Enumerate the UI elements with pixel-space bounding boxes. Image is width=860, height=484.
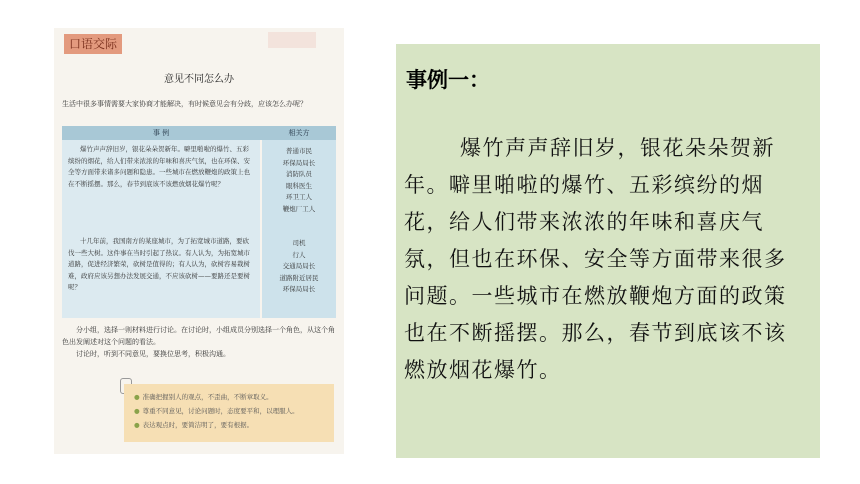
tip-item: ● 表达观点时，要简洁明了，要有根据。 [134, 421, 254, 429]
tips-note [124, 384, 334, 442]
case-heading: 事例一： [406, 68, 490, 92]
case-panel [396, 44, 820, 458]
tip-item: ● 尊重不同意见，讨论问题时，态度要平和，以理服人。 [134, 407, 299, 415]
bullet-icon: ● [134, 407, 140, 415]
header-roles: 相关方 [288, 129, 310, 137]
case-body-text [404, 130, 808, 389]
case-2-text: 十几年前，我国南方的某座城市，为了拓宽城市道路，要砍伐一些大树。这件事在当时引起了热议。有人认为，为拓宽城市道路，促进经济繁荣，砍树是值得的；有人认为，砍树容易栽树难，政府应该另想办法发展交通，不应该砍树——要路还是要树呢？ [68, 237, 250, 291]
textbook-intro: 生活中很多事情需要大家协商才能解决，有时候意见会有分歧，应该怎么办呢？ [62, 100, 307, 108]
textbook-title: 意见不同怎么办 [164, 74, 234, 85]
case-1-text: 爆竹声声辞旧岁，银花朵朵贺新年。噼里啪啦的爆竹、五彩缤纷的烟花，给人们带来浓浓的年味和喜庆气氛，也在环保、安全等方面带来诸多问题和隐患。一些城市在燃放鞭炮的政策上也在不断摇摆。那么，春节到底该不该燃放烟花爆竹呢？ [68, 145, 250, 188]
role-item: 眼科医生 [286, 181, 312, 190]
role-item: 鞭炮厂工人 [282, 204, 316, 213]
role-item: 环保局局长 [282, 285, 316, 293]
case-table [62, 126, 336, 318]
textbook-page-image [54, 28, 344, 454]
textbook-instructions [62, 324, 336, 360]
instruction-1: 分小组，选择一则材料进行讨论。在讨论时，小组成员分别选择一个角色，从这个角色出发阐述对这个问题的看法。 [62, 326, 335, 346]
header-case: 事 例 [152, 129, 170, 137]
roles-2 [262, 238, 336, 296]
bullet-icon: ● [134, 421, 140, 429]
roles-1 [262, 146, 336, 215]
table-header [62, 126, 336, 140]
role-item: 环卫工人 [286, 193, 312, 201]
role-item: 交通局局长 [282, 262, 316, 270]
instruction-2: 讨论时，听到不同意见，要换位思考，积极沟通。 [76, 350, 230, 358]
role-item: 环保局局长 [282, 158, 316, 167]
role-item: 行人 [292, 250, 306, 259]
section-tag: 口语交际 [64, 34, 122, 54]
tips-list [134, 390, 330, 432]
role-item: 消防队员 [286, 170, 312, 178]
case-body-content: 爆竹声声辞旧岁，银花朵朵贺新年。噼里啪啦的爆竹、五彩缤纷的烟花，给人们带来浓浓的年味和喜庆气氛，但也在环保、安全等方面带来很多问题。一些城市在燃放鞭炮方面的政策也在不断摇摆。那么，春节到底该不该燃放烟花爆竹。 [404, 136, 787, 382]
role-item: 司机 [292, 239, 306, 247]
page-corner-mark [268, 32, 316, 48]
role-item: 道路附近居民 [279, 273, 319, 282]
tip-item: ● 准确把握别人的观点，不歪曲，不断章取义。 [134, 393, 273, 401]
bullet-icon: ● [134, 393, 140, 401]
role-item: 普通市民 [286, 147, 312, 155]
